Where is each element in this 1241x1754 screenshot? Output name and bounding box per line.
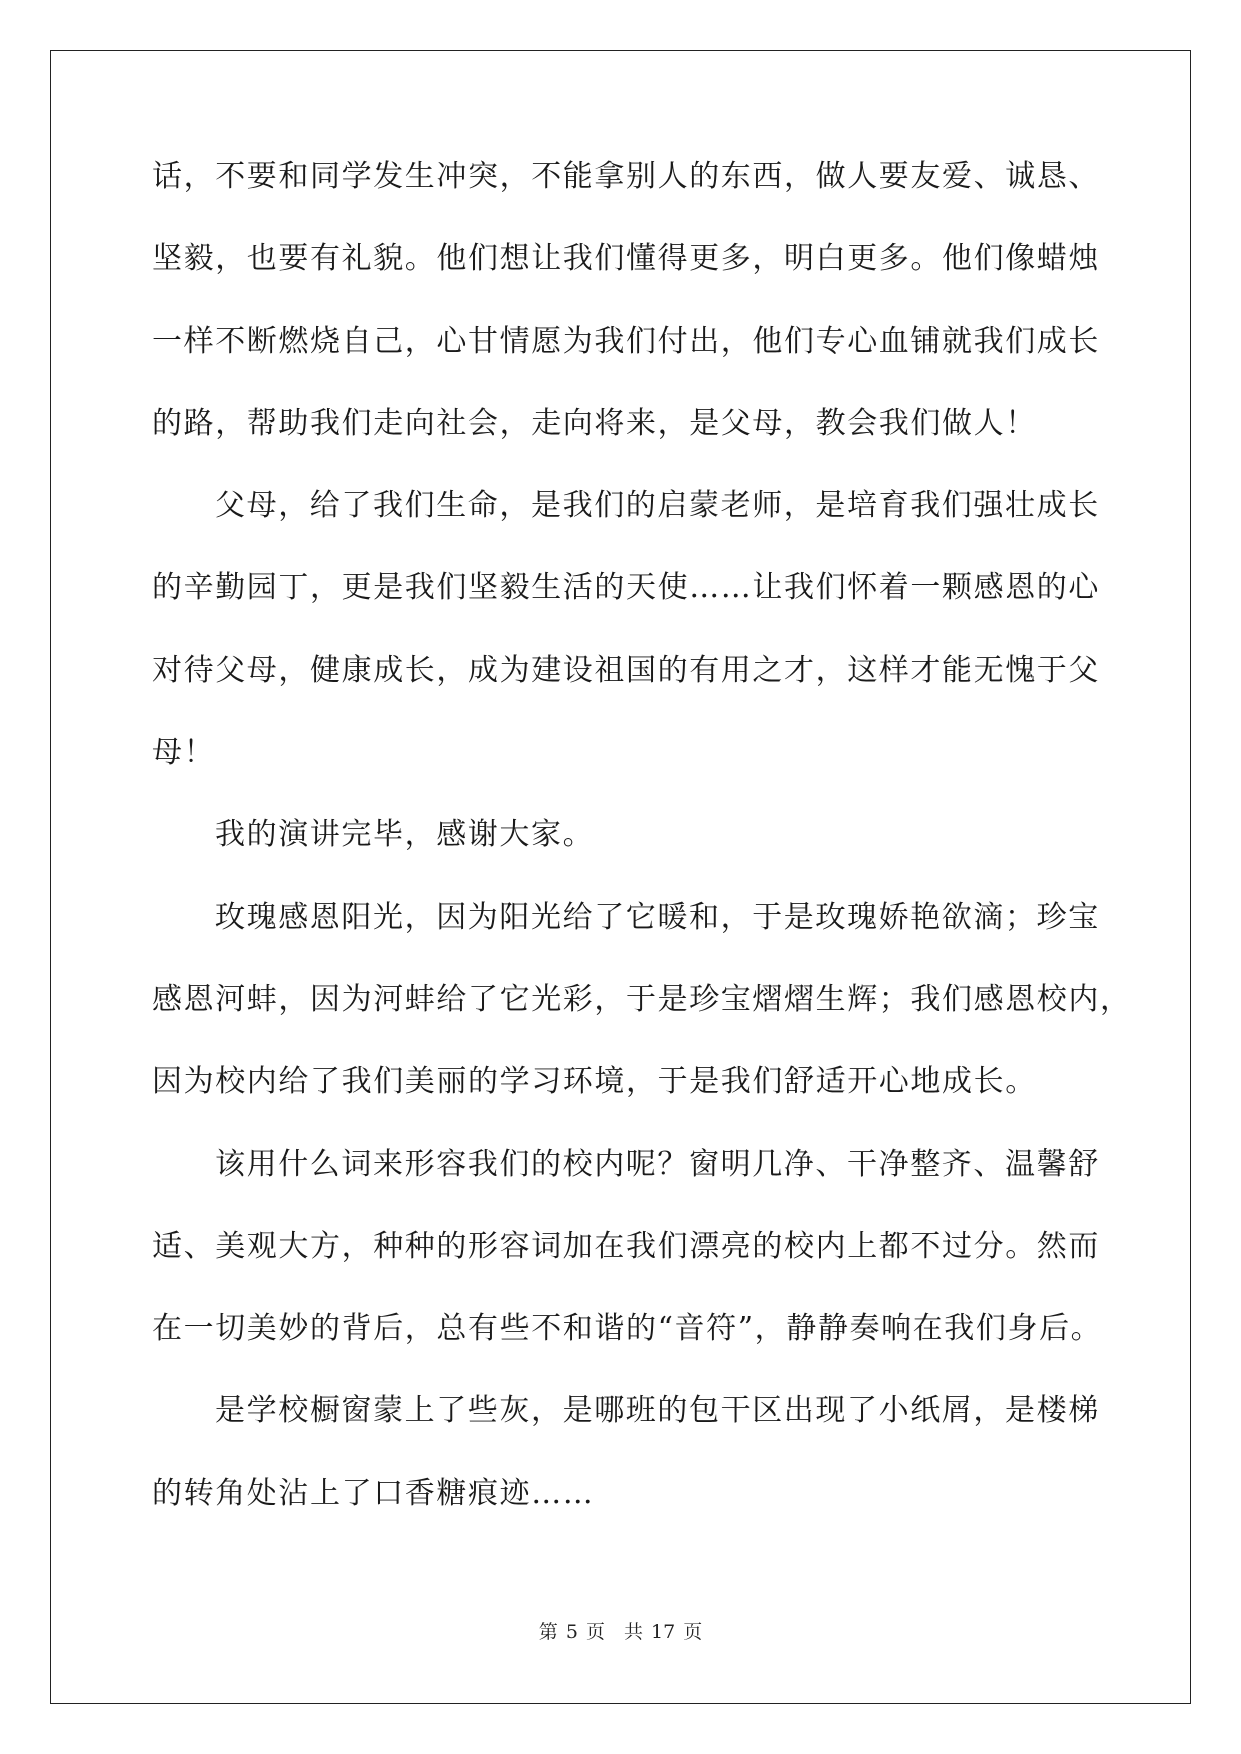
text-line: 是学校橱窗蒙上了些灰，是哪班的包干区出现了小纸屑，是楼梯: [215, 1393, 1100, 1429]
text-line: 在一切美妙的背后，总有些不和谐的“音符”，静静奏响在我们身后。: [152, 1311, 1103, 1347]
text-line: 话，不要和同学发生冲突，不能拿别人的东西，做人要友爱、诚恳、: [152, 159, 1100, 194]
text-line: 该用什么词来形容我们的校内呢？窗明几净、干净整齐、温馨舒: [215, 1146, 1100, 1182]
text-line: 我的演讲完毕，感谢大家。: [215, 817, 595, 853]
text-line: 对待父母，健康成长，成为建设祖国的有用之才，这样才能无愧于父: [152, 652, 1100, 688]
text-line: 坚毅，也要有礼貌。他们想让我们懂得更多，明白更多。他们像蜡烛: [152, 241, 1100, 277]
text-line: 适、美观大方，种种的形容词加在我们漂亮的校内上都不过分。然而: [152, 1228, 1100, 1264]
page-footer: [0, 1621, 1241, 1643]
text-line: 感恩河蚌，因为河蚌给了它光彩，于是珍宝熠熠生辉；我们感恩校内，: [152, 981, 1132, 1017]
text-line: 玫瑰感恩阳光，因为阳光给了它暖和，于是玫瑰娇艳欲滴；珍宝: [215, 899, 1100, 935]
text-line: 父母，给了我们生命，是我们的启蒙老师，是培育我们强壮成长: [215, 488, 1100, 524]
text-line: 的辛勤园丁，更是我们坚毅生活的天使……让我们怀着一颗感恩的心: [152, 570, 1100, 606]
text-line: 母！: [152, 735, 216, 771]
text-line: 一样不断燃烧自己，心甘情愿为我们付出，他们专心血铺就我们成长: [152, 323, 1100, 359]
text-line: 的转角处沾上了口香糖痕迹……: [152, 1475, 595, 1511]
page-number-label: 第 5 页 共 17 页: [538, 1621, 703, 1643]
text-line: 的路，帮助我们走向社会，走向将来，是父母，教会我们做人！: [152, 405, 1037, 441]
document-body: [152, 159, 1132, 1559]
text-line: 因为校内给了我们美丽的学习环境，于是我们舒适开心地成长。: [152, 1064, 1037, 1100]
